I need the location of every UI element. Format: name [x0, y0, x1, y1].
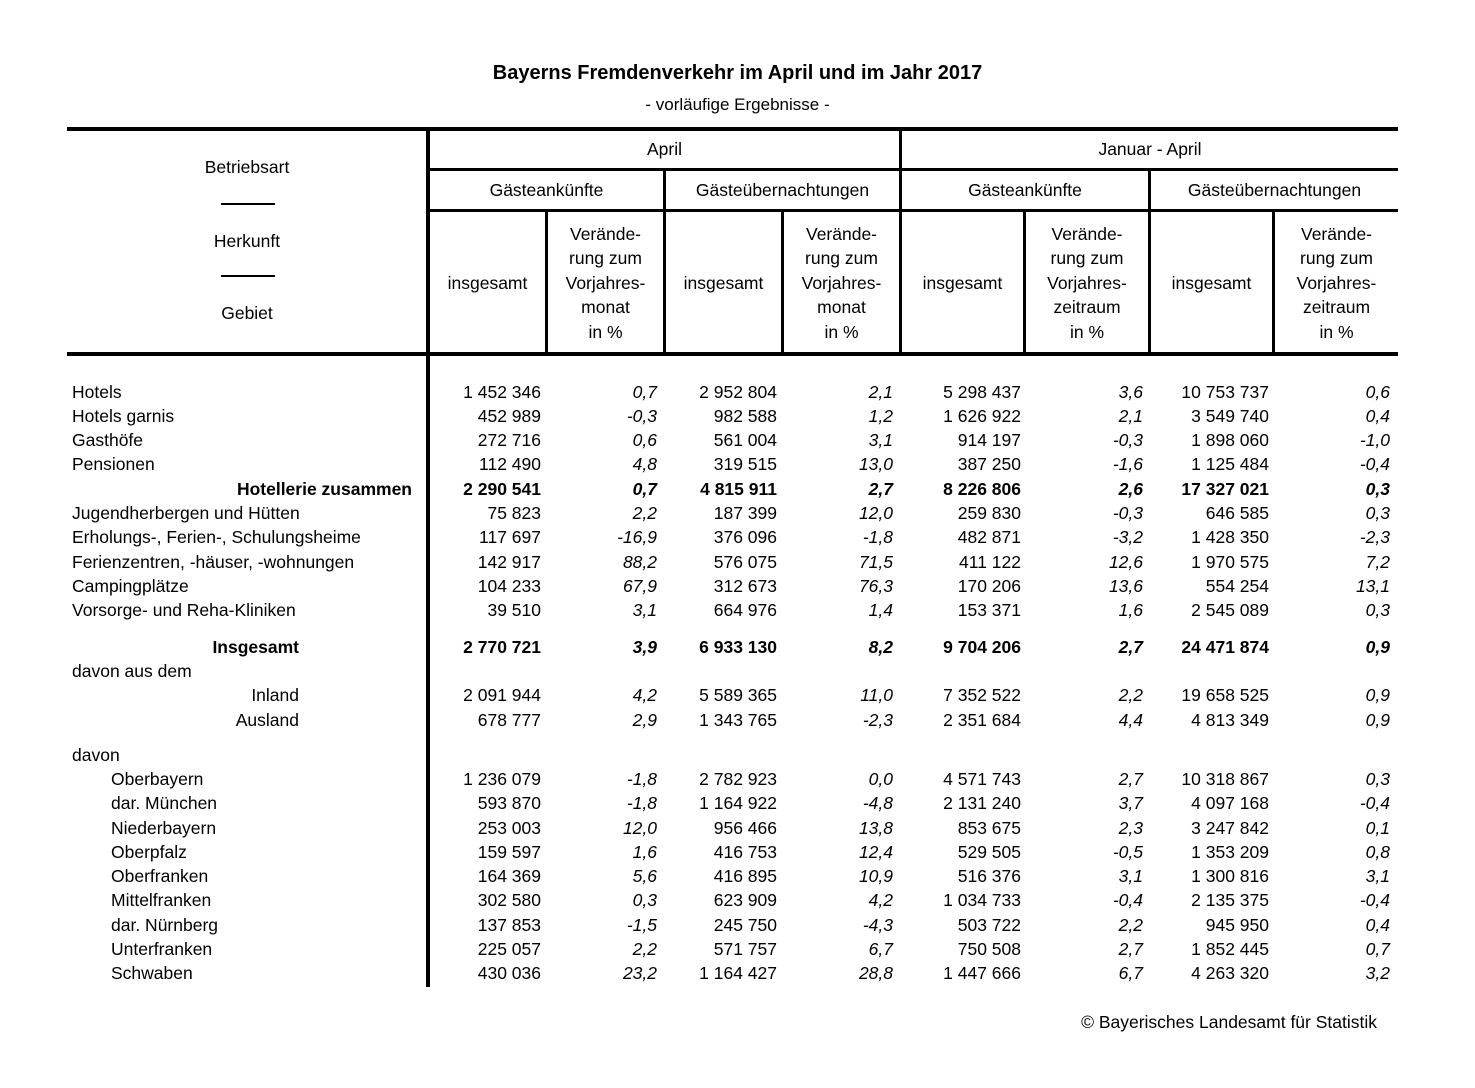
change-percent-cell: -1,6 [1112, 454, 1143, 474]
column-header-6-line: Verände- [1051, 223, 1123, 244]
change-percent-cell: 10,9 [858, 866, 893, 886]
period-header-april: April [646, 139, 682, 159]
change-percent-cell: 13,8 [858, 818, 893, 838]
row-label: Hotels [72, 382, 122, 402]
row-label: Mittelfranken [111, 890, 212, 910]
total-value-cell: 117 697 [479, 527, 541, 547]
change-percent-cell: 12,0 [858, 503, 893, 523]
change-percent-cell: 3,6 [1118, 382, 1143, 402]
total-value-cell: 24 471 874 [1181, 637, 1269, 657]
change-percent-cell: 4,8 [632, 454, 657, 474]
total-value-cell: 430 036 [477, 963, 541, 983]
total-value-cell: 623 909 [713, 890, 777, 910]
total-value-cell: 137 853 [477, 915, 541, 935]
change-percent-cell: 0,7 [632, 479, 657, 499]
column-header-7-line: insgesamt [1171, 272, 1252, 293]
period-header-januar-april: Januar - April [1098, 139, 1202, 159]
total-value-cell: 7 352 522 [943, 685, 1021, 705]
stub-separator-2 [221, 275, 275, 277]
total-value-cell: 142 917 [477, 552, 541, 572]
change-percent-cell: 2,7 [868, 479, 893, 499]
change-percent-cell: 6,7 [1118, 963, 1143, 983]
total-value-cell: 3 549 740 [1191, 406, 1269, 426]
change-percent-cell: -0,3 [1112, 430, 1143, 450]
change-percent-cell: 71,5 [858, 552, 893, 572]
page-title: Bayerns Fremdenverkehr im April und im Jahr 2017 [492, 62, 983, 84]
total-value-cell: 1 898 060 [1191, 430, 1269, 450]
column-header-6-line: Vorjahres- [1047, 272, 1127, 293]
change-percent-cell: 0,9 [1365, 710, 1390, 730]
column-header-2-line: rung zum [569, 248, 642, 269]
table-row [0, 428, 1475, 452]
change-percent-cell: 0,4 [1365, 915, 1390, 935]
change-percent-cell: 23,2 [622, 963, 657, 983]
table-row [0, 888, 1475, 912]
change-percent-cell: -2,3 [862, 710, 893, 730]
table-top-rule [67, 127, 1398, 131]
total-value-cell: 482 871 [957, 527, 1021, 547]
total-value-cell: 4 813 349 [1191, 710, 1269, 730]
column-header-8-line: Vorjahres- [1296, 272, 1377, 293]
measure-header-arrivals-april: Gästeankünfte [489, 180, 604, 200]
change-percent-cell: 2,2 [632, 939, 657, 959]
row-label: Campingplätze [72, 576, 189, 596]
change-percent-cell: 1,6 [1118, 600, 1143, 620]
column-header-8-line: Verände- [1300, 223, 1373, 244]
change-percent-cell: 0,6 [1365, 382, 1390, 402]
total-value-cell: 112 490 [479, 454, 541, 474]
row-label: Hotels garnis [72, 406, 175, 426]
stub-header-herkunft: Herkunft [213, 231, 281, 251]
total-value-cell: 19 658 525 [1181, 685, 1269, 705]
column-header-4-line: rung zum [805, 248, 878, 269]
total-value-cell: 593 870 [477, 793, 541, 813]
total-value-cell: 1 428 350 [1191, 527, 1269, 547]
total-value-cell: 411 122 [959, 552, 1021, 572]
row-label: Unterfranken [111, 939, 213, 959]
change-percent-cell: -0,4 [1359, 890, 1390, 910]
change-percent-cell: 12,4 [858, 842, 893, 862]
total-value-cell: 259 830 [957, 503, 1021, 523]
change-percent-cell: 0,3 [1365, 479, 1390, 499]
total-value-cell: 4 263 320 [1191, 963, 1269, 983]
change-percent-cell: 2,9 [632, 710, 657, 730]
period-rule [428, 168, 1398, 171]
total-value-cell: 312 673 [713, 576, 777, 596]
change-percent-cell: 2,1 [868, 382, 893, 402]
change-percent-cell: -0,4 [1359, 793, 1390, 813]
change-percent-cell: -0,3 [1112, 503, 1143, 523]
total-value-cell: 5 298 437 [943, 382, 1021, 402]
total-value-cell: 75 823 [487, 503, 541, 523]
table-row [0, 659, 1475, 683]
total-value-cell: 4 097 168 [1191, 793, 1269, 813]
total-value-cell: 646 585 [1205, 503, 1269, 523]
total-value-cell: 302 580 [477, 890, 541, 910]
total-value-cell: 170 206 [957, 576, 1021, 596]
change-percent-cell: 88,2 [622, 552, 657, 572]
total-value-cell: 1 852 445 [1191, 939, 1269, 959]
table-row [0, 574, 1475, 598]
total-value-cell: 4 815 911 [700, 479, 777, 499]
change-percent-cell: 76,3 [858, 576, 893, 596]
table-row [0, 840, 1475, 864]
change-percent-cell: 5,6 [632, 866, 657, 886]
total-value-cell: 576 075 [713, 552, 777, 572]
row-label: Schwaben [111, 963, 193, 983]
total-value-cell: 1 343 765 [699, 710, 777, 730]
change-percent-cell: -3,2 [1112, 527, 1143, 547]
change-percent-cell: 1,4 [868, 600, 893, 620]
column-header-8-line: in % [1319, 321, 1354, 342]
total-value-cell: 982 588 [713, 406, 777, 426]
row-label: dar. Nürnberg [111, 915, 219, 935]
row-label: Jugendherbergen und Hütten [72, 503, 300, 523]
change-percent-cell: 1,2 [868, 406, 893, 426]
total-value-cell: 9 704 206 [943, 637, 1021, 657]
total-value-cell: 5 589 365 [699, 685, 777, 705]
total-value-cell: 1 970 575 [1191, 552, 1269, 572]
total-value-cell: 2 131 240 [943, 793, 1021, 813]
change-percent-cell: 7,2 [1365, 552, 1390, 572]
change-percent-cell: 2,2 [1118, 915, 1143, 935]
change-percent-cell: -0,4 [1359, 454, 1390, 474]
total-value-cell: 1 034 733 [943, 890, 1021, 910]
change-percent-cell: 4,4 [1118, 710, 1143, 730]
change-percent-cell: 0,9 [1365, 685, 1390, 705]
change-percent-cell: 2,7 [1118, 769, 1143, 789]
change-percent-cell: 0,3 [1365, 769, 1390, 789]
total-value-cell: 664 976 [713, 600, 777, 620]
column-header-1-line: insgesamt [447, 272, 528, 293]
table-row [0, 683, 1475, 707]
table-row [0, 477, 1475, 501]
total-value-cell: 750 508 [957, 939, 1021, 959]
total-value-cell: 956 466 [713, 818, 777, 838]
table-row [0, 767, 1475, 791]
change-percent-cell: 0,6 [632, 430, 657, 450]
stub-separator-1 [221, 203, 275, 205]
change-percent-cell: 12,0 [622, 818, 657, 838]
total-value-cell: 2 290 541 [463, 479, 541, 499]
total-value-cell: 2 952 804 [699, 382, 777, 402]
table-row [0, 598, 1475, 622]
row-label: Ausland [235, 710, 299, 730]
change-percent-cell: 0,9 [1365, 637, 1390, 657]
row-label: Gasthöfe [72, 430, 144, 450]
table-row [0, 864, 1475, 888]
change-percent-cell: 3,1 [868, 430, 893, 450]
copyright-footer: © Bayerisches Landesamt für Statistik [1081, 1012, 1377, 1032]
total-value-cell: 3 247 842 [1191, 818, 1269, 838]
table-row [0, 913, 1475, 937]
table-row [0, 525, 1475, 549]
change-percent-cell: 0,1 [1365, 818, 1390, 838]
change-percent-cell: 6,7 [868, 939, 893, 959]
change-percent-cell: -2,3 [1359, 527, 1390, 547]
row-label: Ferienzentren, -häuser, -wohnungen [72, 552, 355, 572]
change-percent-cell: 0,3 [1365, 600, 1390, 620]
total-value-cell: 1 300 816 [1191, 866, 1269, 886]
change-percent-cell: 13,1 [1355, 576, 1390, 596]
table-row [0, 961, 1475, 985]
change-percent-cell: 4,2 [632, 685, 657, 705]
row-label: Pensionen [72, 454, 155, 474]
change-percent-cell: 2,7 [1118, 637, 1143, 657]
row-label: davon aus dem [72, 661, 192, 681]
change-percent-cell: 0,4 [1365, 406, 1390, 426]
total-value-cell: 416 895 [713, 866, 777, 886]
total-value-cell: 914 197 [957, 430, 1021, 450]
change-percent-cell: 2,1 [1118, 406, 1143, 426]
total-value-cell: 225 057 [477, 939, 541, 959]
change-percent-cell: 2,7 [1118, 939, 1143, 959]
row-label: Insgesamt [212, 637, 299, 657]
change-percent-cell: -0,3 [626, 406, 657, 426]
change-percent-cell: -1,8 [862, 527, 893, 547]
total-value-cell: 529 505 [957, 842, 1021, 862]
column-header-8-line: rung zum [1300, 248, 1373, 269]
total-value-cell: 503 722 [957, 915, 1021, 935]
total-value-cell: 8 226 806 [943, 479, 1021, 499]
column-header-4-line: in % [824, 321, 859, 342]
measure-header-arrivals-ytd: Gästeankünfte [968, 180, 1082, 200]
column-header-2-line: Verände- [569, 223, 642, 244]
change-percent-cell: 3,2 [1365, 963, 1390, 983]
change-percent-cell: 12,6 [1108, 552, 1143, 572]
change-percent-cell: 8,2 [868, 637, 893, 657]
change-percent-cell: 0,8 [1365, 842, 1390, 862]
change-percent-cell: 0,7 [1365, 939, 1390, 959]
row-label: Niederbayern [111, 818, 217, 838]
total-value-cell: 516 376 [957, 866, 1021, 886]
row-label: davon [72, 745, 120, 765]
change-percent-cell: -4,3 [862, 915, 893, 935]
column-header-3-line: insgesamt [683, 272, 764, 293]
change-percent-cell: -0,4 [1112, 890, 1143, 910]
change-percent-cell: 28,8 [858, 963, 893, 983]
total-value-cell: 416 753 [713, 842, 777, 862]
stub-header-gebiet: Gebiet [221, 303, 273, 323]
change-percent-cell: -1,0 [1359, 430, 1390, 450]
row-label: Oberpfalz [111, 842, 187, 862]
change-percent-cell: -16,9 [617, 527, 657, 547]
total-value-cell: 2 135 375 [1191, 890, 1269, 910]
total-value-cell: 2 782 923 [699, 769, 777, 789]
column-header-2-line: in % [588, 321, 623, 342]
table-row [0, 501, 1475, 525]
column-header-6-line: zeitraum [1053, 297, 1121, 318]
measure-header-overnight-april: Gästeübernachtungen [695, 180, 870, 200]
change-percent-cell: 0,7 [632, 382, 657, 402]
change-percent-cell: -1,8 [626, 769, 657, 789]
change-percent-cell: 2,2 [1118, 685, 1143, 705]
change-percent-cell: -4,8 [862, 793, 893, 813]
change-percent-cell: 1,6 [632, 842, 657, 862]
total-value-cell: 2 351 684 [943, 710, 1021, 730]
total-value-cell: 561 004 [713, 430, 777, 450]
column-header-4-line: monat [817, 297, 866, 318]
measure-rule [428, 209, 1398, 212]
total-value-cell: 253 003 [477, 818, 541, 838]
total-value-cell: 945 950 [1205, 915, 1269, 935]
total-value-cell: 376 096 [713, 527, 777, 547]
header-bottom-rule [67, 352, 1398, 356]
total-value-cell: 2 770 721 [463, 637, 541, 657]
table-row [0, 937, 1475, 961]
table-row [0, 550, 1475, 574]
change-percent-cell: 2,3 [1118, 818, 1143, 838]
column-header-2-line: monat [581, 297, 630, 318]
total-value-cell: 1 353 209 [1191, 842, 1269, 862]
page-subtitle: - vorläufige Ergebnisse - [645, 95, 830, 114]
change-percent-cell: 13,6 [1108, 576, 1143, 596]
table-row [0, 708, 1475, 732]
table-row [0, 635, 1475, 659]
total-value-cell: 10 753 737 [1181, 382, 1269, 402]
column-header-8-line: zeitraum [1302, 297, 1371, 318]
total-value-cell: 452 989 [477, 406, 541, 426]
total-value-cell: 1 452 346 [463, 382, 541, 402]
total-value-cell: 39 510 [487, 600, 541, 620]
total-value-cell: 4 571 743 [943, 769, 1021, 789]
total-value-cell: 104 233 [477, 576, 541, 596]
change-percent-cell: -0,5 [1112, 842, 1143, 862]
change-percent-cell: 3,1 [1118, 866, 1143, 886]
column-header-4-line: Vorjahres- [801, 272, 882, 293]
change-percent-cell: 0,3 [632, 890, 657, 910]
change-percent-cell: -1,8 [626, 793, 657, 813]
change-percent-cell: 11,0 [860, 685, 893, 705]
total-value-cell: 245 750 [713, 915, 777, 935]
total-value-cell: 153 371 [957, 600, 1021, 620]
row-label: Erholungs-, Ferien-, Schulungsheime [72, 527, 361, 547]
total-value-cell: 678 777 [477, 710, 541, 730]
table-row [0, 743, 1475, 767]
total-value-cell: 17 327 021 [1181, 479, 1269, 499]
table-row [0, 404, 1475, 428]
change-percent-cell: 67,9 [622, 576, 657, 596]
total-value-cell: 2 545 089 [1191, 600, 1269, 620]
total-value-cell: 1 236 079 [463, 769, 541, 789]
table-row [0, 452, 1475, 476]
table-row [0, 816, 1475, 840]
row-label: Inland [251, 685, 299, 705]
measure-header-overnight-ytd: Gästeübernachtungen [1187, 180, 1362, 200]
row-label: dar. München [111, 793, 218, 813]
total-value-cell: 319 515 [713, 454, 777, 474]
total-value-cell: 571 757 [713, 939, 777, 959]
change-percent-cell: 0,3 [1365, 503, 1390, 523]
stub-header-betriebsart: Betriebsart [204, 157, 290, 177]
row-label: Oberbayern [111, 769, 204, 789]
row-label: Hotellerie zusammen [236, 479, 412, 499]
total-value-cell: 159 597 [477, 842, 541, 862]
column-header-2-line: Vorjahres- [565, 272, 646, 293]
total-value-cell: 1 447 666 [943, 963, 1021, 983]
column-header-5-line: insgesamt [922, 272, 1003, 293]
total-value-cell: 1 164 922 [699, 793, 777, 813]
change-percent-cell: 2,2 [632, 503, 657, 523]
change-percent-cell: 4,2 [868, 890, 893, 910]
change-percent-cell: 2,6 [1118, 479, 1143, 499]
total-value-cell: 387 250 [957, 454, 1021, 474]
total-value-cell: 10 318 867 [1181, 769, 1269, 789]
change-percent-cell: 3,1 [1365, 866, 1390, 886]
total-value-cell: 272 716 [477, 430, 541, 450]
period-divider [899, 129, 902, 354]
total-value-cell: 853 675 [957, 818, 1021, 838]
row-label: Oberfranken [111, 866, 209, 886]
total-value-cell: 554 254 [1205, 576, 1269, 596]
total-value-cell: 1 164 427 [699, 963, 777, 983]
change-percent-cell: 3,1 [632, 600, 657, 620]
change-percent-cell: 13,0 [858, 454, 893, 474]
table-row [0, 380, 1475, 404]
row-label: Vorsorge- und Reha-Kliniken [72, 600, 296, 620]
table-row [0, 791, 1475, 815]
total-value-cell: 6 933 130 [699, 637, 777, 657]
total-value-cell: 164 369 [477, 866, 541, 886]
total-value-cell: 187 399 [713, 503, 777, 523]
total-value-cell: 1 626 922 [943, 406, 1021, 426]
change-percent-cell: -1,5 [626, 915, 657, 935]
column-header-6-line: in % [1069, 321, 1105, 342]
total-value-cell: 1 125 484 [1191, 454, 1269, 474]
change-percent-cell: 3,7 [1118, 793, 1143, 813]
change-percent-cell: 0,0 [868, 769, 893, 789]
change-percent-cell: 3,9 [632, 637, 657, 657]
total-value-cell: 2 091 944 [463, 685, 541, 705]
column-header-6-line: rung zum [1050, 248, 1124, 269]
column-header-4-line: Verände- [805, 223, 878, 244]
